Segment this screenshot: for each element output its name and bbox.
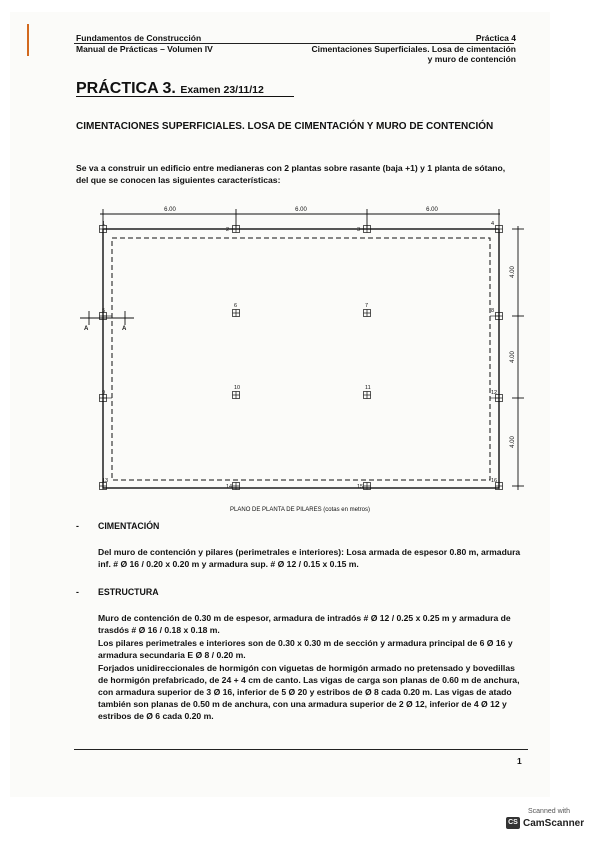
header-topic-cont: y muro de contención bbox=[427, 54, 516, 64]
span-y-1: 4.00 bbox=[510, 266, 516, 278]
footer-rule bbox=[74, 749, 528, 750]
pillar-14 bbox=[226, 483, 240, 491]
pillar-label: 8 bbox=[491, 308, 495, 314]
pillar-label: 14 bbox=[226, 484, 233, 490]
camscanner-logo-icon: CS bbox=[506, 817, 520, 829]
header-practice: Práctica 4 bbox=[475, 33, 516, 43]
estructura-text-3: Forjados unidireccionales de hormigón con viguetas de hormigón armado no pretensado y bovedillas de hormigón prefabricado, de 24 + 4 cm de canto. Las vigas de carga son planas de 0.60 m de anchura, con armadura superior de 3 Ø 16, inferior de 5 Ø 20 y estribos de Ø 8 cada 0.20 m. Las vigas de atado también son planas de 0.50 m de anchura, con una armadura superior de 2 Ø 12, inferior de 4 Ø 12 y estribos de Ø 6 cada 0.20 m. bbox=[98, 663, 520, 721]
pillar-12 bbox=[491, 390, 503, 402]
scanned-with-label: Scanned with bbox=[527, 808, 571, 815]
pillar-label: 7 bbox=[365, 303, 369, 309]
span-y-3: 4.00 bbox=[510, 436, 516, 448]
pillar-7 bbox=[364, 303, 371, 317]
pillar-15 bbox=[357, 483, 371, 491]
pillar-10 bbox=[233, 385, 241, 399]
pillar-9 bbox=[100, 390, 107, 402]
pillar-label: 1 bbox=[102, 221, 106, 227]
pillar-label: 10 bbox=[234, 385, 241, 391]
pillar-2 bbox=[226, 226, 240, 234]
pillar-label: 12 bbox=[491, 390, 498, 396]
page-number: 1 bbox=[517, 756, 522, 766]
title-exam: Examen 23/11/12 bbox=[180, 84, 264, 96]
span-x-2: 6.00 bbox=[295, 207, 307, 213]
section-heading-cimentacion bbox=[76, 521, 159, 531]
section-label-left: A bbox=[84, 326, 89, 332]
pillar-label: 3 bbox=[357, 227, 361, 233]
cimentacion-text: Del muro de contención y pilares (perimetrales e interiores): Losa armada de espesor 0.80 m, armadura inf. # Ø 16 / 0.20 x 0.20 m y armadura sup. # Ø 12 / 0.15 x 0.15 m. bbox=[98, 547, 521, 569]
title-main: PRÁCTICA 3. bbox=[76, 80, 176, 97]
pillar-label: 5 bbox=[102, 308, 106, 314]
pillar-label: 9 bbox=[102, 390, 106, 396]
pillar-4 bbox=[491, 221, 503, 233]
pillar-label: 13 bbox=[102, 478, 109, 484]
heading-text: CIMENTACIÓN bbox=[98, 521, 160, 531]
header-course: Fundamentos de Construcción bbox=[76, 33, 202, 43]
scanner-watermark bbox=[506, 808, 592, 829]
pillar-label: 15 bbox=[357, 484, 364, 490]
pillar-6 bbox=[233, 303, 240, 317]
pillar-label: 4 bbox=[491, 221, 495, 227]
plan-caption: PLANO DE PLANTA DE PILARES (cotas en metros) bbox=[230, 507, 370, 513]
pillar-label: 11 bbox=[365, 385, 371, 391]
span-x-1: 6.00 bbox=[164, 207, 176, 213]
section-subtitle: CIMENTACIONES SUPERFICIALES. LOSA DE CIMENTACIÓN Y MURO DE CONTENCIÓN bbox=[76, 121, 494, 132]
camscanner-name: CamScanner bbox=[523, 817, 585, 829]
estructura-text-2: Los pilares perimetrales e interiores son de 0.30 x 0.30 m de sección y armadura principal de 6 Ø 16 y armadura secundaria E Ø 8 / 0.20 m. bbox=[98, 638, 513, 660]
span-y-2: 4.00 bbox=[510, 351, 516, 363]
section-label-right: A bbox=[122, 326, 127, 332]
header-volume: Manual de Prácticas – Volumen IV bbox=[76, 44, 213, 54]
estructura-text-1: Muro de contención de 0.30 m de espesor, armadura de intradós # Ø 12 / 0.25 x 0.25 m y armadura de trasdós # Ø 16 / 0.18 x 0.18 m. bbox=[98, 613, 511, 635]
pillar-label: 2 bbox=[226, 227, 230, 233]
header-topic: Cimentaciones Superficiales. Losa de cimentación bbox=[311, 44, 516, 54]
pillar-label: 6 bbox=[234, 303, 238, 309]
pillar-8 bbox=[491, 308, 503, 320]
section-heading-estructura bbox=[76, 587, 159, 597]
heading-text: ESTRUCTURA bbox=[98, 587, 159, 597]
bullet: - bbox=[76, 521, 79, 531]
pillar-3 bbox=[357, 226, 371, 234]
span-x-3: 6.00 bbox=[426, 207, 438, 213]
pillar-1 bbox=[100, 221, 107, 233]
intro-paragraph: Se va a construir un edificio entre medianeras con 2 plantas sobre rasante (baja +1) y 1 planta de sótano, del que se conocen las siguientes características: bbox=[76, 163, 506, 185]
bullet: - bbox=[76, 587, 79, 597]
pillar-label: 16 bbox=[491, 478, 498, 484]
pillar-11 bbox=[364, 385, 371, 399]
